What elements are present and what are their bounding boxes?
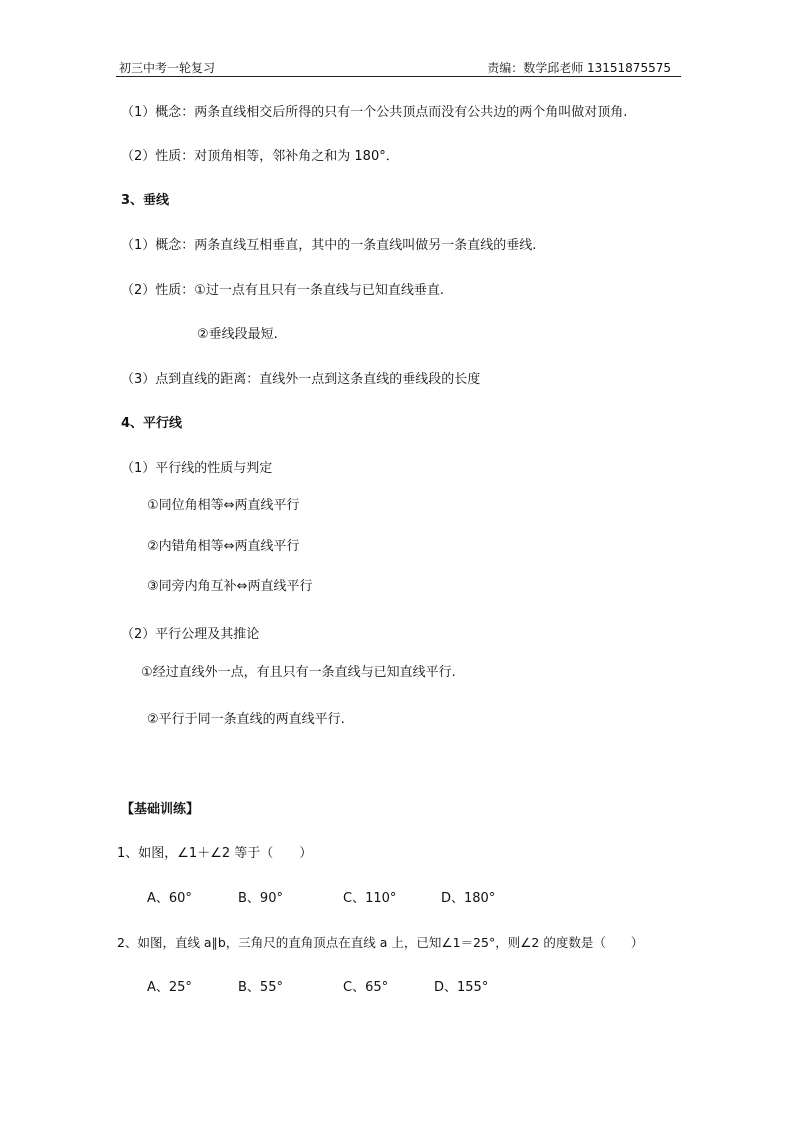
parallel-rule-3: ③同旁内角互补⇔两直线平行 <box>147 579 313 594</box>
perpendicular-property-2: ②垂线段最短. <box>197 327 278 342</box>
page-header <box>116 58 681 77</box>
q2-option-b: B、55° <box>238 980 283 995</box>
training-heading: 【基础训练】 <box>121 802 200 817</box>
header-course-title: 初三中考一轮复习 <box>119 61 216 75</box>
perpendicular-property-1: （2）性质：①过一点有且只有一条直线与已知直线垂直. <box>121 283 445 298</box>
perpendicular-concept: （1）概念：两条直线互相垂直，其中的一条直线叫做另一条直线的垂线. <box>121 238 537 253</box>
q2-option-c: C、65° <box>343 980 389 995</box>
section-heading-parallel: 4、平行线 <box>121 416 183 431</box>
question-2: 2、如图，直线 a∥b，三角尺的直角顶点在直线 a 上，已知∠1＝25°，则∠2 的度数是（ ） <box>117 935 644 950</box>
parallel-axiom-title: （2）平行公理及其推论 <box>121 627 260 642</box>
vertical-angle-property: （2）性质：对顶角相等，邻补角之和为 180°． <box>121 149 399 164</box>
q1-option-c: C、110° <box>343 891 397 906</box>
question-1: 1、如图，∠1＋∠2 等于（ ） <box>117 846 313 861</box>
q1-option-b: B、90° <box>238 891 283 906</box>
parallel-rule-1: ①同位角相等⇔两直线平行 <box>147 498 300 513</box>
q1-option-a: A、60° <box>147 891 192 906</box>
vertical-angle-concept: （1）概念：两条直线相交后所得的只有一个公共顶点而没有公共边的两个角叫做对顶角. <box>121 105 628 120</box>
q2-option-d: D、155° <box>434 980 489 995</box>
header-editor-info: 责编：数学邱老师 13151875575 <box>487 61 671 75</box>
q1-option-d: D、180° <box>441 891 496 906</box>
point-line-distance: （3）点到直线的距离：直线外一点到这条直线的垂线段的长度 <box>121 372 481 387</box>
q2-option-a: A、25° <box>147 980 192 995</box>
parallel-properties-title: （1）平行线的性质与判定 <box>121 461 273 476</box>
parallel-axiom-1: ①经过直线外一点，有且只有一条直线与已知直线平行. <box>141 665 456 680</box>
parallel-rule-2: ②内错角相等⇔两直线平行 <box>147 539 300 554</box>
section-heading-perpendicular: 3、垂线 <box>121 193 170 208</box>
parallel-axiom-2: ②平行于同一条直线的两直线平行. <box>147 712 345 727</box>
